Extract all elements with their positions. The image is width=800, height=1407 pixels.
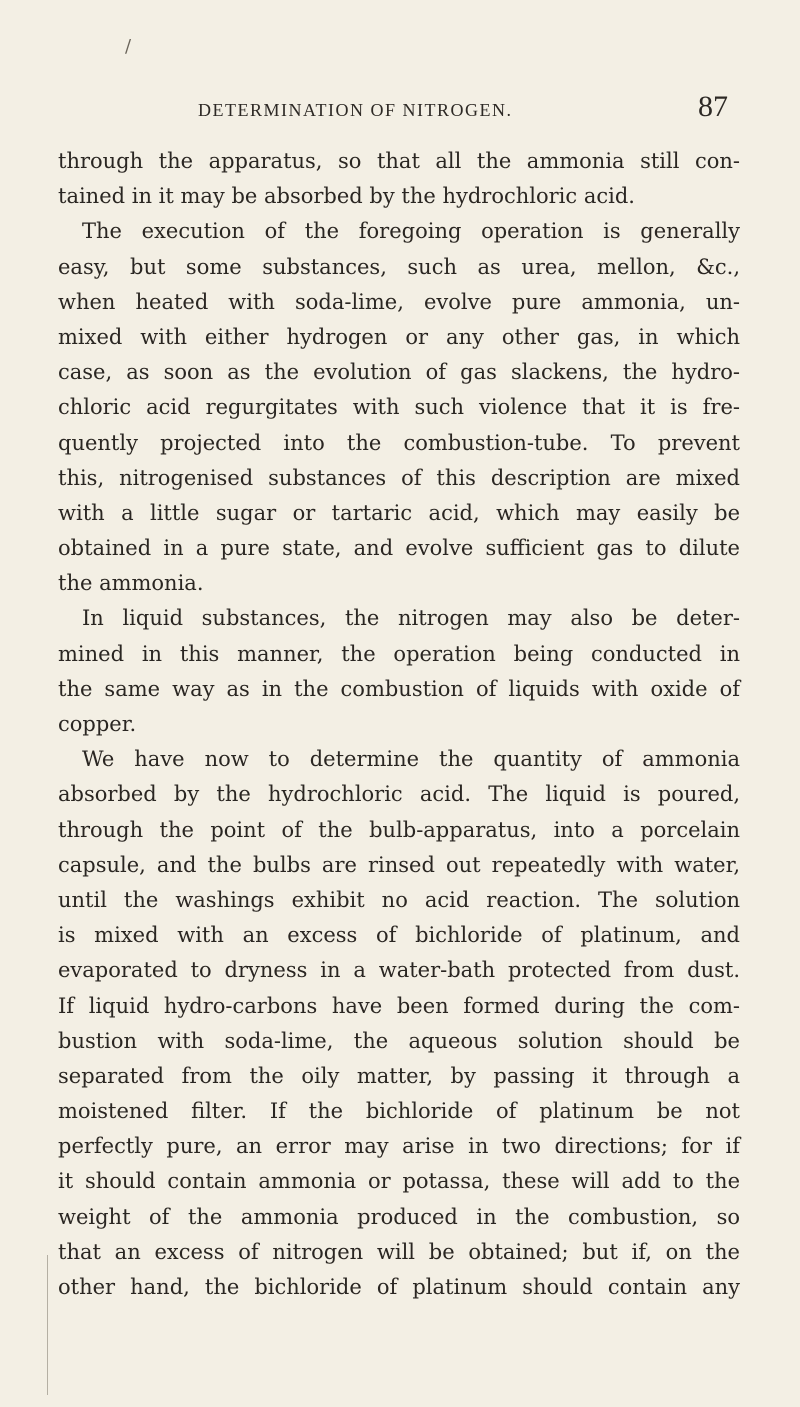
page-header [198,90,728,132]
text-line: weight of the ammonia produced in the combustion, so [58,1204,740,1229]
body-text [58,144,740,1305]
text-line: In liquid substances, the nitrogen may also be deter- [82,606,740,631]
text-line: evaporated to dryness in a water-bath protected from dust. [58,958,740,983]
text-line: is mixed with an excess of bichloride of platinum, and [58,923,740,948]
stray-mark: / [125,36,132,57]
text-line: when heated with soda-lime, evolve pure ammonia, un- [58,289,740,314]
text-line: mined in this manner, the operation being conducted in [58,641,740,666]
text-line: case, as soon as the evolution of gas slackens, the hydro- [58,360,740,385]
text-line: until the washings exhibit no acid reaction. The solution [58,887,740,912]
running-title: DETERMINATION OF NITROGEN. [198,100,513,120]
text-line: chloric acid regurgitates with such violence that it is fre- [58,395,740,420]
page-number: 87 [698,90,728,123]
text-line: other hand, the bichloride of platinum should contain any [58,1275,740,1299]
text-line: it should contain ammonia or potassa, these will add to the [58,1169,740,1194]
text-line: this, nitrogenised substances of this description are mixed [58,465,740,490]
text-line: that an excess of nitrogen will be obtained; but if, on the [58,1239,740,1264]
text-line: If liquid hydro-carbons have been formed during the com- [58,993,740,1018]
text-line: easy, but some substances, such as urea, mellon, &c., [58,254,740,279]
text-line: the same way as in the combustion of liquids with oxide of [58,676,740,701]
text-line: perfectly pure, an error may arise in two directions; for if [58,1134,740,1159]
text-line: bustion with soda-lime, the aqueous solution should be [58,1028,740,1053]
text-line: quently projected into the combustion-tube. To prevent [58,430,740,455]
text-line: through the point of the bulb-apparatus, into a porcelain [58,817,740,842]
text-line: with a little sugar or tartaric acid, which may easily be [58,500,740,525]
text-line: moistened filter. If the bichloride of platinum be not [58,1099,740,1124]
margin-rule [47,1255,48,1395]
text-line: tained in it may be absorbed by the hydrochloric acid. [58,184,635,209]
text-line: absorbed by the hydrochloric acid. The liquid is poured, [58,782,740,807]
text-line: separated from the oily matter, by passing it through a [58,1063,740,1088]
text-line: We have now to determine the quantity of ammonia [82,747,740,772]
text-line: copper. [58,712,137,736]
text-line: through the apparatus, so that all the ammonia still con- [58,149,740,173]
text-line: the ammonia. [58,571,204,596]
text-line: The execution of the foregoing operation is generally [82,219,740,244]
text-line: capsule, and the bulbs are rinsed out repeatedly with water, [58,852,740,877]
text-line: obtained in a pure state, and evolve sufficient gas to dilute [58,536,740,561]
text-line: mixed with either hydrogen or any other gas, in which [58,324,740,349]
